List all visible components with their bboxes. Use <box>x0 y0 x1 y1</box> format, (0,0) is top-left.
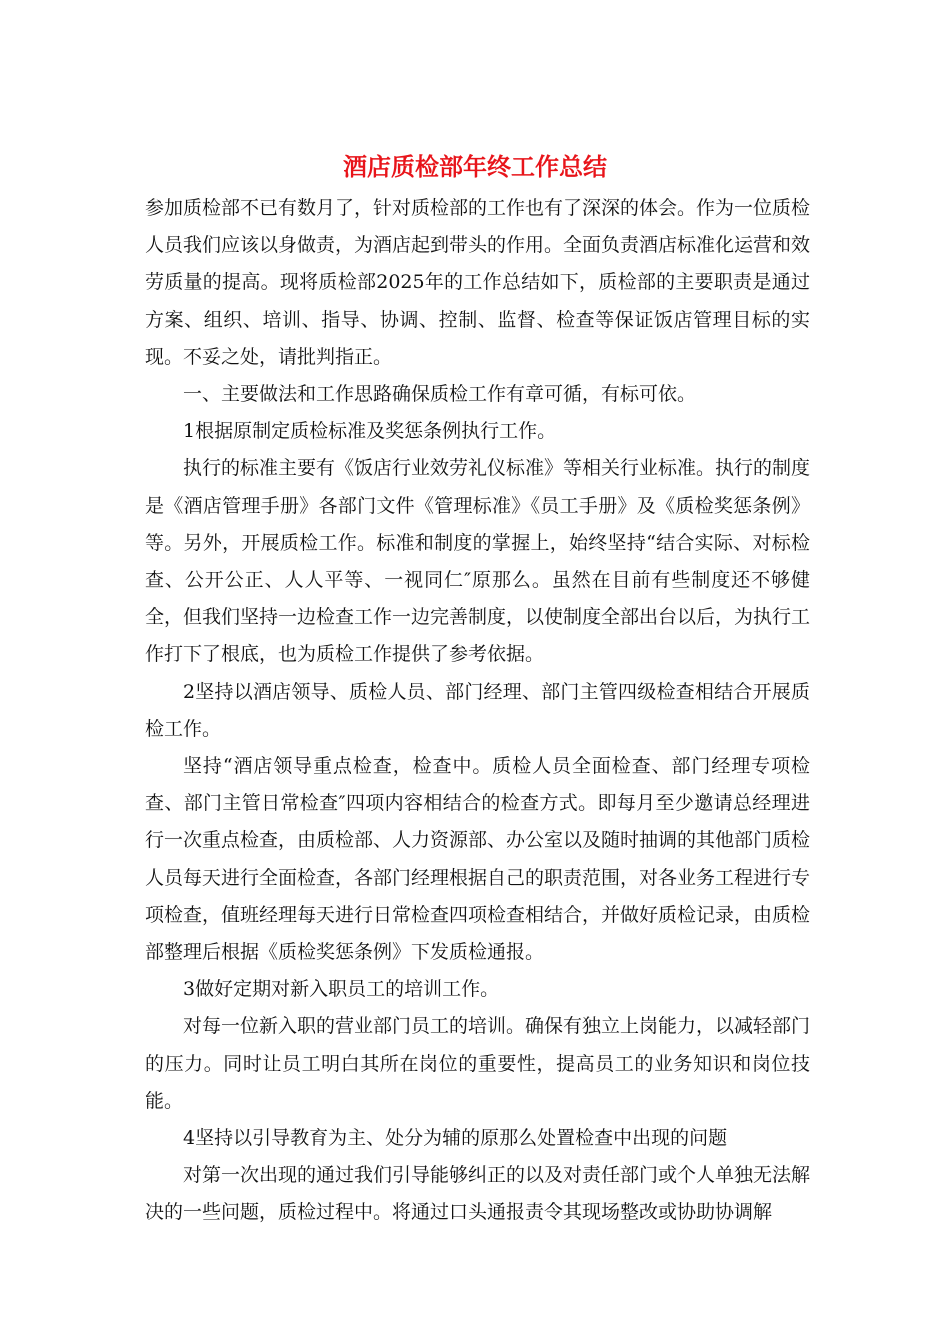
paragraph-handling: 对第一次出现的通过我们引导能够纠正的以及对责任部门或个人单独无法解决的一些问题，质检过程中。将通过口头通报责令其现场整改或协助协调解 <box>145 1164 811 1224</box>
subheading-2: 2坚持以酒店领导、质检人员、部门经理、部门主管四级检查相结合开展质检工作。 <box>145 680 810 740</box>
document-body <box>145 190 810 1232</box>
subheading-4: 4坚持以引导教育为主、处分为辅的原那么处置检查中出现的问题 <box>183 1127 728 1150</box>
document-title: 酒店质检部年终工作总结 <box>343 152 607 181</box>
section-heading-1: 一、主要做法和工作思路确保质检工作有章可循，有标可依。 <box>183 383 697 406</box>
paragraph-standards: 执行的标准主要有《饭店行业效劳礼仪标准》等相关行业标准。执行的制度是《酒店管理手册》各部门文件《管理标准》《员工手册》及《质检奖惩条例》等。另外，开展质检工作。标准和制度的掌握上，始终坚持“结合实际、对标检查、公开公正、人人平等、一视同仁″原那么。虽然在目前有些制度还不够健全，但我们坚持一边检查工作一边完善制度，以使制度全部出台以后，为执行工作打下了根底，也为质检工作提供了参考依据。 <box>145 457 811 666</box>
subheading-3: 3做好定期对新入职员工的培训工作。 <box>183 978 500 1001</box>
paragraph-training: 对每一位新入职的营业部门员工的培训。确保有独立上岗能力，以减轻部门的压力。同时让员工明白其所在岗位的重要性，提高员工的业务知识和岗位技能。 <box>145 1015 811 1112</box>
paragraph-intro: 参加质检部不已有数月了，针对质检部的工作也有了深深的体会。作为一位质检人员我们应该以身做责，为酒店起到带头的作用。全面负责酒店标准化运营和效劳质量的提高。现将质检部2025年的工作总结如下，质检部的主要职责是通过方案、组织、培训、指导、协调、控制、监督、检查等保证饭店管理目标的实现。不妥之处，请批判指正。 <box>145 197 811 368</box>
subheading-1: 1根据原制定质检标准及奖惩条例执行工作。 <box>183 420 557 443</box>
paragraph-inspection: 坚持“酒店领导重点检查，检查中。质检人员全面检查、部门经理专项检查、部门主管日常检查″四项内容相结合的检查方式。即每月至少邀请总经理进行一次重点检查，由质检部、人力资源部、办公室以及随时抽调的其他部门质检人员每天进行全面检查，各部门经理根据自己的职责范围，对各业务工程进行专项检查，值班经理每天进行日常检查四项检查相结合，并做好质检记录，由质检部整理后根据《质检奖惩条例》下发质检通报。 <box>145 755 811 964</box>
